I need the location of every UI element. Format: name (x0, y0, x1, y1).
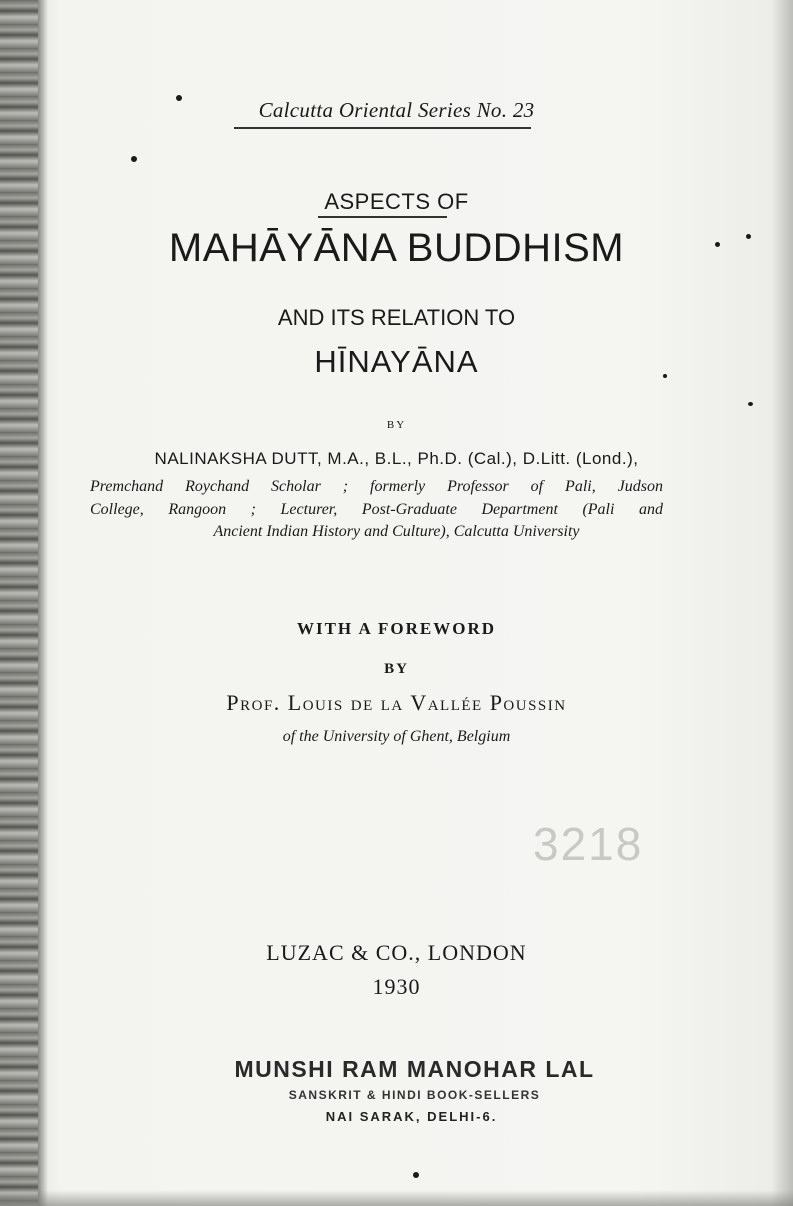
title-aspects: ASPECTS OF (324, 189, 469, 214)
foreword-affiliation: of the University of Ghent, Belgium (282, 728, 511, 745)
bookseller-stamp-address: NAI SARAK, DELHI-6. (325, 1109, 498, 1124)
subtitle: HĪNAYĀNA (314, 344, 479, 379)
foreword-label: WITH A FOREWORD (296, 619, 497, 638)
author-credentials-line: Ancient Indian History and Culture), Calcutta University (213, 523, 580, 540)
speck (413, 1172, 419, 1178)
publisher-name: LUZAC & CO., LONDON (266, 940, 527, 965)
main-title: MAHĀYĀNA BUDDHISM (168, 226, 625, 270)
binding-shadow (38, 0, 48, 1206)
author-credentials-line: College, Rangoon ; Lecturer, Post-Graduate Department (Pali and (90, 501, 663, 518)
series-title: Calcutta Oriental Series No. 23 (258, 98, 535, 122)
foreword-by-label: BY (384, 661, 409, 677)
book-binding (0, 0, 38, 1206)
speck (131, 156, 137, 162)
page-edge-bottom (0, 1190, 793, 1206)
bookseller-stamp-desc: SANSKRIT & HINDI BOOK-SELLERS (288, 1088, 541, 1102)
author-credentials-line: Premchand Roychand Scholar ; formerly Professor of Pali, Judson (90, 478, 663, 495)
page-edge-right (771, 0, 793, 1206)
title-relation: AND ITS RELATION TO (277, 305, 516, 330)
series-underline (234, 127, 531, 129)
speck (748, 402, 753, 406)
publication-year: 1930 (372, 974, 421, 999)
aspects-underline (318, 216, 447, 218)
author-name: NALINAKSHA DUTT, M.A., B.L., Ph.D. (Cal.), D.Litt. (Lond.), (154, 449, 639, 468)
bookseller-stamp-name: MUNSHI RAM MANOHAR LAL (234, 1056, 595, 1082)
foreword-author: Prof. Louis de la Vallée Poussin (226, 690, 567, 715)
library-stamp: 3218 (533, 818, 644, 870)
by-label: BY (386, 419, 407, 431)
